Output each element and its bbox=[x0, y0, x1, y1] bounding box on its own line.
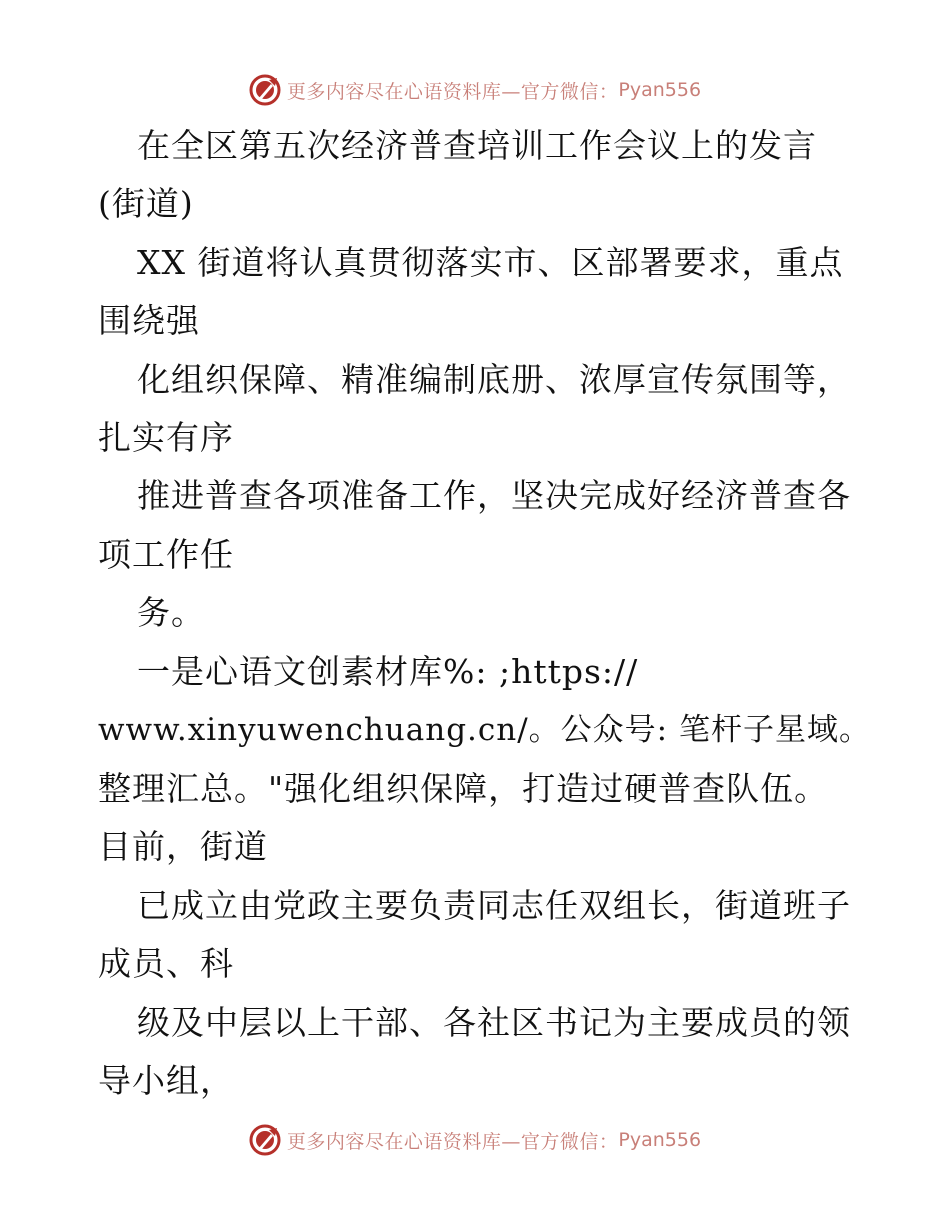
text-line: 级及中层以上干部、各社区书记为主要成员的领 bbox=[137, 1003, 851, 1042]
text-line: www.xinyuwenchuang.cn/。公众号: 笔杆子星域。 bbox=[98, 712, 871, 748]
text-line: 项工作任 bbox=[98, 535, 234, 574]
text-line: 成员、科 bbox=[98, 944, 234, 983]
watermark-text: 更多内容尽在心语资料库—官方微信： bbox=[286, 1130, 619, 1153]
text-line: 整理汇总。"强化组织保障，打造过硬普查队伍。 bbox=[98, 769, 829, 808]
pen-logo-icon bbox=[249, 74, 281, 106]
text-line: XX 街道将认真贯彻落实市、区部署要求，重点 bbox=[137, 243, 844, 282]
watermark-id: Pyan556 bbox=[618, 79, 702, 101]
text-line: 围绕强 bbox=[98, 301, 200, 340]
footer-watermark bbox=[0, 1120, 950, 1160]
header-watermark bbox=[0, 70, 950, 110]
title-line: 在全区第五次经济普查培训工作会议上的发言 bbox=[137, 126, 817, 165]
text-line: 扎实有序 bbox=[98, 418, 234, 457]
text-line: 务。 bbox=[137, 593, 205, 632]
text-line: 已成立由党政主要负责同志任双组长，街道班子 bbox=[137, 886, 851, 925]
text-line: 一是心语文创素材库%: ;https:// bbox=[137, 652, 639, 691]
watermark-id: Pyan556 bbox=[618, 1129, 702, 1151]
text-line: 导小组， bbox=[98, 1061, 234, 1100]
watermark-text: 更多内容尽在心语资料库—官方微信： bbox=[286, 80, 619, 103]
text-line: 目前，街道 bbox=[98, 827, 268, 866]
title-subline: (街道) bbox=[98, 184, 194, 223]
pen-logo-icon bbox=[249, 1124, 281, 1156]
text-line: 推进普查各项准备工作，坚决完成好经济普查各 bbox=[137, 476, 851, 515]
text-line: 化组织保障、精准编制底册、浓厚宣传氛围等， bbox=[137, 360, 851, 399]
